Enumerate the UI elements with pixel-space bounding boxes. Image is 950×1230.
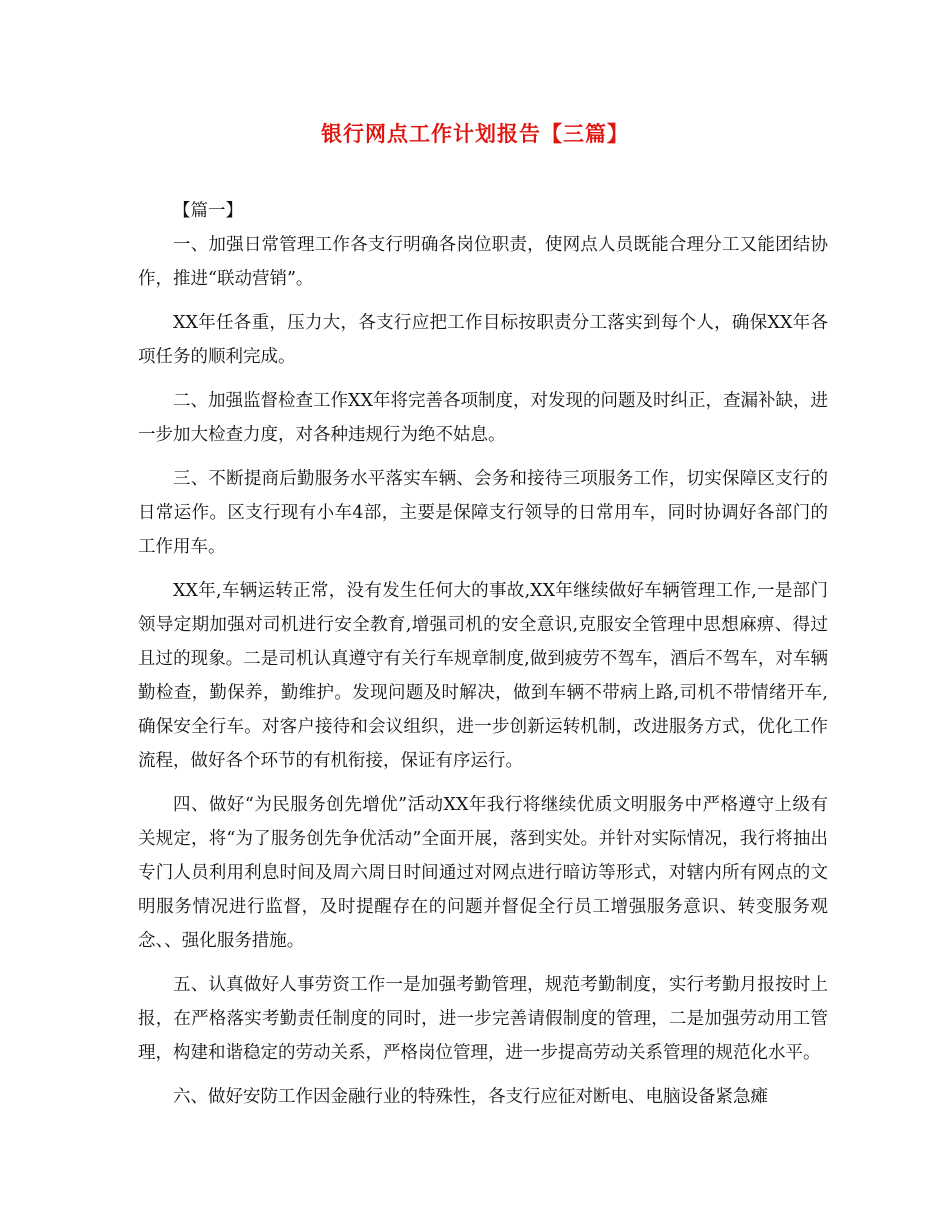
paragraph-1: 一、加强日常管理工作各支行明确各岗位职责，使网点人员既能合理分工又能团结协作，推进“联动营销”。 (138, 235, 828, 289)
section-label: 【篇一】 (173, 201, 243, 221)
paragraph-2: XX年任各重，压力大，各支行应把工作目标按职责分工落实到每个人，确保XX年各项任务的顺利完成。 (138, 313, 828, 367)
paragraph-3: 二、加强监督检查工作XX年将完善各项制度，对发现的问题及时纠正，查漏补缺，进一步加大检查力度，对各种违规行为绝不姑息。 (138, 391, 828, 445)
paragraph-8: 六、做好安防工作因金融行业的特殊性，各支行应征对断电、电脑设备紧急瘫 (173, 1087, 768, 1107)
paragraph-6: 四、做好“为民服务创先增优”活动XX年我行将继续优质文明服务中严格遵守上级有关规定，将“为了服务创先争优活动”全面开展，落到实处。并针对实际情况，我行将抽出专门人员利用利息时间及周六周日时间通过对网点进行暗访等形式，对辖内所有网点的文明服务情况进行监督，及时提醒存在的问题并督促全行员工增强服务意识、转变服务观念、、强化服务措施。 (138, 795, 828, 951)
paragraph-5: XX年,车辆运转正常，没有发生任何大的事故,XX年继续做好车辆管理工作,一是部门领导定期加强对司机进行安全教育,增强司机的安全意识,克服安全管理中思想麻痹、得过且过的现象。二是司机认真遵守有关行车规章制度,做到疲劳不驾车，酒后不驾车，对车辆勤检查，勤保养，勤维护。发现问题及时解决，做到车辆不带病上路,司机不带情绪开车,确保安全行车。对客户接待和会议组织，进一步创新运转机制，改进服务方式，优化工作流程，做好各个环节的有机衔接，保证有序运行。 (138, 581, 828, 771)
paragraph-4: 三、不断提商后勤服务水平落实车辆、会务和接待三项服务工作，切实保障区支行的日常运作。区支行现有小车4部，主要是保障支行领导的日常用车，同时协调好各部门的工作用车。 (138, 469, 828, 557)
document-body (138, 194, 828, 1114)
document-title: 银行网点工作计划报告【三篇】 (321, 121, 629, 146)
paragraph-7: 五、认真做好人事劳资工作一是加强考勤管理，规范考勤制度，实行考勤月报按时上报，在严格落实考勤责任制度的同时，进一步完善请假制度的管理，二是加强劳动用工管理，构建和谐稳定的劳动关系，严格岗位管理，进一步提高劳动关系管理的规范化水平。 (138, 975, 828, 1063)
